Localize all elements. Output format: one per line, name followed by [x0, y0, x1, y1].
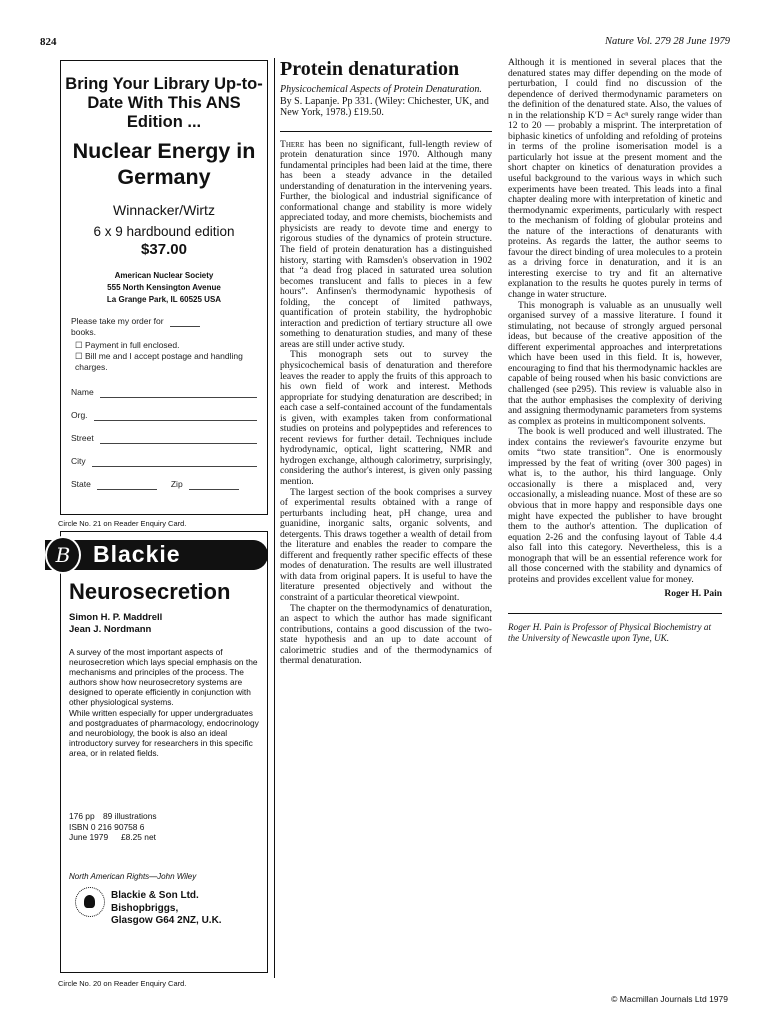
author-note: Roger H. Pain is Professor of Physical Biochemistry at the University of Newcastle upon Tyne, UK. [508, 622, 712, 643]
copyright: © Macmillan Journals Ltd 1979 [611, 994, 728, 1004]
ad-headline: Bring Your Library Up-to-Date With This ANS Edition ... [65, 75, 263, 131]
name-field[interactable] [100, 389, 257, 398]
label-state: State [71, 479, 91, 489]
ad-book-title: Nuclear Energy in Germany [72, 139, 256, 189]
ad-price: $37.00 [141, 241, 187, 258]
blackie-logo-icon: B [45, 536, 81, 574]
publisher-address [111, 890, 222, 928]
author-name: Jean J. Nordmann [69, 624, 152, 635]
zip-field[interactable] [189, 481, 239, 490]
spec-illustrations: 89 illustrations [103, 811, 157, 821]
publisher-banner [45, 540, 268, 570]
description-paragraph: While written especially for upper undergraduates and postgraduates of pharmacology, endocrinology and neurobiology, the book is also an ideal introductory survey for researchers in this specific area, or in related fields. [69, 707, 259, 758]
review-column-1 [280, 58, 492, 667]
journal-header: Nature Vol. 279 28 June 1979 [604, 36, 730, 47]
option-payment: Payment in full enclosed. [85, 340, 180, 350]
ad-authors [69, 612, 162, 636]
divider [508, 613, 722, 614]
rights-note: North American Rights—John Wiley [69, 872, 197, 881]
publisher-line: Bishopbriggs, [111, 902, 179, 914]
spec-pages: 176 pp [69, 811, 95, 821]
paragraph: This monograph sets out to survey the physicochemical basis of denaturation and therefore leaves the reader to apply the fruits of this approach to his own field of work and interest. Methods appropriate for studying denaturation are described; in each case a self-contained account of the fundamentals is given, with examples taken from conformational studies on proteins and polypeptides and references to recent reviews for further detail. Techniques include hydrodynamic, optical, light scattering, NMR and hydrogen exchange, although calorimetry, surprisingly, considering the author's interest, is given only passing mention. [280, 349, 492, 487]
book-details: By S. Lapanje. Pp 331. (Wiley: Chichester, UK, and New York, 1978.) £19.50. [280, 95, 489, 118]
paragraph: The largest section of the book comprises a survey of experimental results obtained with a range of perturbants including heat, pH change, urea and guanidine, inorganic salts, organic solvents, and detergents. This draws together a wealth of detail from the literature and enables the reader to compare the different and frequently rather specific effects of these modes of denaturation. The results are well illustrated with data from original papers. It is useful to have the literature presented objectively and without the constraint of a particular theoretical viewpoint. [280, 486, 492, 604]
label-street: Street [71, 433, 94, 443]
ad-address-line: La Grange Park, IL 60525 USA [106, 295, 222, 304]
column-rule [274, 58, 275, 978]
page-number: 824 [40, 36, 57, 48]
review-title: Protein denaturation [280, 58, 460, 80]
banner-text: Blackie [93, 541, 181, 567]
ad-address [61, 270, 267, 306]
reviewer-signature: Roger H. Pain [664, 589, 722, 600]
order-text: Please take my order for [71, 316, 164, 326]
blackie-advertisement [55, 531, 268, 973]
publisher-emblem-icon [75, 887, 105, 917]
ad-authors: Winnacker/Wirtz [113, 202, 215, 218]
review-body [508, 58, 722, 585]
paragraph: The book is well produced and well illustrated. The index contains the reviewer's favourite enzyme but omits “two state transition”. One is enormously impressed by the feat of writing (over 300 pages) in what is, to the author, his third language. Only occasionally is there a misplaced and, very occasionally, a misleading nuance. Most of these are so obvious that in more happy and responsible days one might have expected the publisher to have brought them to the author's attention. The duplication of equation 2-26 and the confusing layout of Table 4.4 also fall into this category. Nevertheless, this is a monograph that will be an essential reference work for all those concerned with the stability and dynamics of proteins and provides excellent value for money. [508, 426, 722, 585]
description-paragraph: A survey of the most important aspects of neurosecretion which lays special emphasis on the mechanisms and principles of the process. The authors show how neurosecretory systems are designed to operate efficiently in conjunction with other physiological systems. [69, 647, 258, 708]
review-body [280, 140, 492, 667]
city-field[interactable] [92, 458, 257, 467]
state-field[interactable] [97, 481, 157, 490]
paragraph: has been no significant, full-length review of protein denaturation since 1970. Although many fundamental principles had been laid at the time, there has been a steady advance in the detailed understanding of denaturation in the intervening years. Further, the biological and industrial significance of conformational change and stability is more widely appreciated today, and more chemists, biochemists and physicists are ready to devote time and energy to rigorous studies of the dynamics of protein structure. The field of protein denaturation has a distinguished history, starting with Ramsden's observation in 1902 that “a dead frog placed in saturated urea solution becomes translucent and falls to pieces in a few hours”. Anfinsen's thermodynamic hypothesis of folding, the concept of limited pathways, quantification of protein stability, the hydrophobic interaction and prediction of tertiary structure all owe something to denaturation studies, and many of these areas are still under active study. [280, 138, 493, 350]
publisher-line: Blackie & Son Ltd. [111, 890, 199, 901]
label-org: Org. [71, 410, 88, 420]
reader-card-note: Circle No. 20 on Reader Enquiry Card. [58, 979, 187, 988]
divider [280, 131, 492, 132]
book-title: Physicochemical Aspects of Protein Denaturation. [280, 84, 482, 95]
checkbox-icon[interactable]: ☐ [75, 340, 83, 350]
order-text-books: books. [71, 327, 97, 337]
paragraph: The chapter on the thermodynamics of denaturation, an aspect to which the author has made significant contributions, contains a good discussion of the two-state hypothesis and an up to date account of calorimetric studies and of the thermodynamics of thermal denaturation. [280, 602, 492, 667]
order-form [61, 316, 267, 490]
org-field[interactable] [94, 412, 257, 421]
ad-address-line: American Nuclear Society [114, 271, 214, 280]
lead-word: There [280, 138, 305, 150]
label-name: Name [71, 387, 94, 397]
paragraph: This monograph is valuable as an unusually well organised survey of a massive literature. I found it stimulating, not because of strongly argued personal ideas, but because of the creative apposition of the different experimental approaches and interpretations which have been used in this field. It is, however, encouraging to find that his thermodynamic hackles are capable of being roused when his basic convictions are challenged (see p295). This review is valuable also in that the author emphasises the complexity of deriving and assigning thermodynamic parameters from systems as complex as proteins in multicomponent solvents. [508, 299, 722, 427]
spec-isbn: ISBN 0 216 90758 6 [69, 821, 145, 832]
checkbox-icon[interactable]: ☐ [75, 351, 83, 361]
spec-price: £8.25 net [121, 832, 156, 842]
label-city: City [71, 456, 86, 466]
paragraph: Although it is mentioned in several places that the denatured states may differ depending on the mode of perturbation, I could find no discussion of the dependence of derived thermodynamic parameters on the definition of the denatured state. Also, the values of n in the relationship K′D = Acⁿ surely range wider than 12 to 20 — probably a misprint. The interpretation of biphasic kinetics of unfolding and refolding of proteins in terms of the proline isomerisation model is a particularly hot issue at the present moment and the short chapter on kinetics of denaturation provides a useful background to the various ways in which such experiments have been treated. This leads into a final chapter dealing more with interpretation of kinetic and thermodynamic experiments, particularly with respect to the mechanism of folding of globular proteins and the nature of the interactions of denaturants with proteins. As regards the latter, the author seems to favour the direct binding of urea molecules to a protein as a driving force in denaturation, and it is an interesting exercise to try and fit an alternative explanation to the results he quotes purely in terms of change in water structure. [508, 57, 722, 301]
publisher-line: Glasgow G64 2NZ, U.K. [111, 915, 222, 926]
ad-address-line: 555 North Kensington Avenue [107, 283, 221, 292]
label-zip: Zip [170, 479, 183, 489]
review-column-2 [508, 58, 722, 643]
ans-advertisement [60, 60, 268, 515]
ad-book-title: Neurosecretion [69, 579, 231, 604]
book-specs [69, 811, 157, 843]
ad-description [69, 647, 261, 758]
author-name: Simon H. P. Maddrell [69, 612, 163, 623]
spec-date: June 1979 [69, 832, 109, 842]
book-citation [280, 84, 492, 119]
option-bill: Bill me and I accept postage and handling charges. [75, 351, 243, 372]
reader-card-note: Circle No. 21 on Reader Enquiry Card. [58, 519, 187, 528]
quantity-line[interactable] [170, 318, 200, 327]
street-field[interactable] [100, 435, 257, 444]
ad-edition: 6 x 9 hardbound edition [93, 224, 235, 239]
